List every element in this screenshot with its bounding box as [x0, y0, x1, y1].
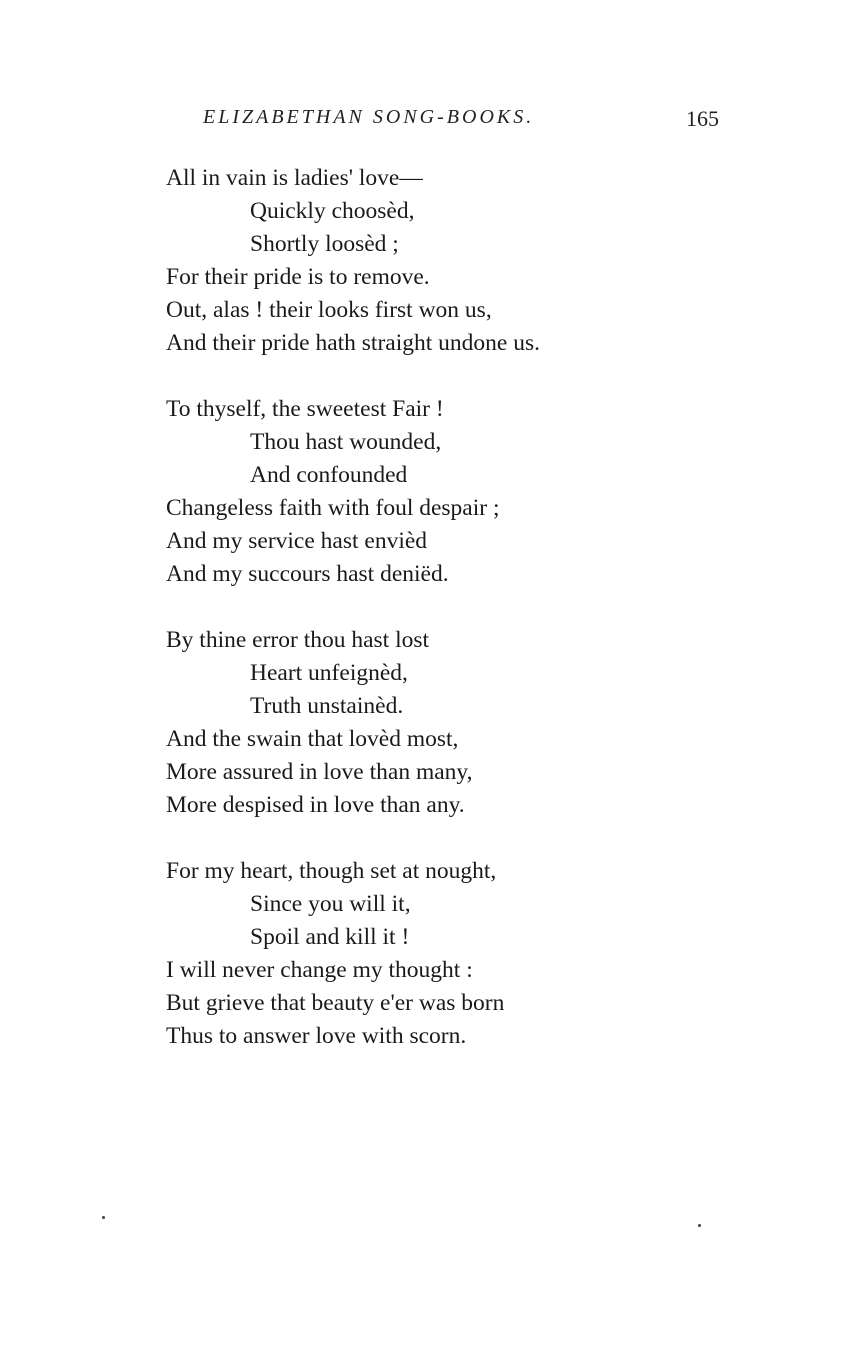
poem-line-indented: Heart unfeignèd,	[250, 660, 408, 686]
poem-line: I will never change my thought :	[166, 957, 473, 983]
poem-line: And the swain that lovèd most,	[166, 726, 459, 752]
poem-line: For their pride is to remove.	[166, 264, 430, 290]
poem-line-indented: And confounded	[250, 462, 408, 488]
poem-line: But grieve that beauty e'er was born	[166, 990, 505, 1016]
poem-line: And their pride hath straight undone us.	[166, 330, 540, 356]
stanza-1	[166, 162, 540, 360]
scan-speck	[698, 1224, 701, 1227]
poem	[166, 162, 540, 1086]
poem-line-indented: Since you will it,	[250, 891, 411, 917]
stanza-2	[166, 393, 540, 591]
poem-line-indented: Quickly choosèd,	[250, 198, 415, 224]
poem-line: To thyself, the sweetest Fair !	[166, 396, 444, 422]
stanza-4	[166, 855, 540, 1053]
poem-line: Changeless faith with foul despair ;	[166, 495, 500, 521]
page-number: 165	[686, 106, 719, 131]
poem-line: For my heart, though set at nought,	[166, 858, 497, 884]
poem-line: And my succours hast deniëd.	[166, 561, 449, 587]
poem-line: All in vain is ladies' love—	[166, 165, 423, 191]
scan-speck	[102, 1216, 105, 1219]
stanza-3	[166, 624, 540, 822]
running-head-title: ELIZABETHAN SONG-BOOKS.	[203, 106, 535, 128]
poem-line-indented: Thou hast wounded,	[250, 429, 442, 455]
poem-line: More despised in love than any.	[166, 792, 465, 818]
poem-line: Out, alas ! their looks first won us,	[166, 297, 492, 323]
poem-line: And my service hast envièd	[166, 528, 428, 554]
poem-line: By thine error thou hast lost	[166, 627, 430, 653]
poem-line: More assured in love than many,	[166, 759, 473, 785]
poem-line-indented: Spoil and kill it !	[250, 924, 410, 950]
poem-line-indented: Truth unstainèd.	[250, 693, 404, 719]
poem-line: Thus to answer love with scorn.	[166, 1023, 467, 1049]
poem-line-indented: Shortly loosèd ;	[250, 231, 399, 257]
